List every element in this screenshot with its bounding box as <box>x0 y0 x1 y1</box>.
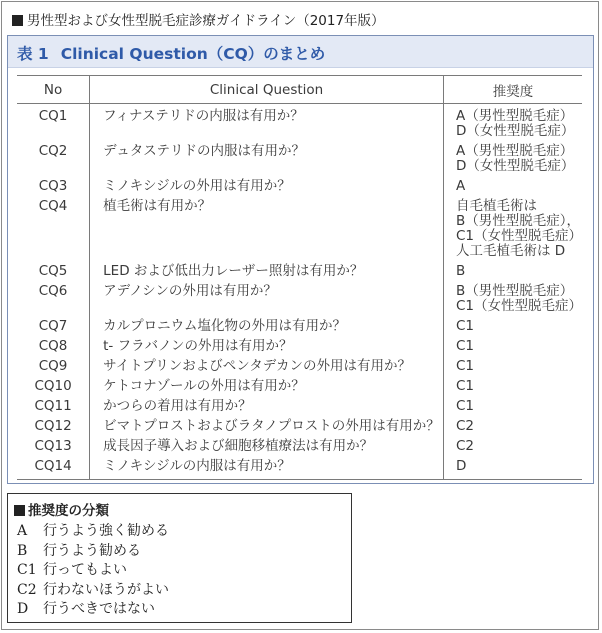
table-row <box>17 316 582 336</box>
recommendation-line: C1 <box>455 338 474 354</box>
legend-title-text: 推奨度の分類 <box>28 503 109 519</box>
legend-item <box>17 600 169 620</box>
cq-recommendation <box>443 316 582 336</box>
legend-code: A <box>17 523 28 539</box>
cq-table <box>17 75 582 480</box>
recommendation-line: C2 <box>455 438 474 454</box>
cq-number: CQ6 <box>38 283 68 299</box>
recommendation-line: C1（女性型脱毛症） <box>455 298 582 314</box>
table-row <box>17 281 582 316</box>
table-row <box>17 104 582 142</box>
recommendation-line: C1 <box>455 358 474 374</box>
cq-question: フィナステリドの内服は有用か？ <box>90 104 444 142</box>
table-title <box>17 42 325 64</box>
legend-item <box>17 581 169 601</box>
cq-number: CQ7 <box>38 318 68 334</box>
legend-item <box>17 561 169 581</box>
cq-recommendation <box>443 196 582 261</box>
table-row <box>17 396 582 416</box>
cq-recommendation <box>443 281 582 316</box>
cq-number: CQ1 <box>38 108 68 124</box>
recommendation-line: A（男性型脱毛症） <box>455 143 574 159</box>
cq-recommendation <box>443 396 582 416</box>
legend-text: 行うべきではない <box>43 601 155 617</box>
cq-number: CQ2 <box>38 143 68 159</box>
recommendation-line: C1 <box>455 318 474 334</box>
cq-question: ミノキシジルの内服は有用か？ <box>90 456 444 480</box>
table-number: 表 1 <box>17 45 49 63</box>
recommendation-line: D <box>455 458 467 474</box>
recommendation-line: C2 <box>455 418 474 434</box>
header-question: Clinical Question <box>90 76 444 104</box>
cq-number: CQ8 <box>38 338 68 354</box>
cq-recommendation <box>443 416 582 436</box>
recommendation-legend <box>7 493 352 623</box>
table-row <box>17 356 582 376</box>
recommendation-line: C1 <box>455 398 474 414</box>
document-title <box>12 9 385 29</box>
cq-recommendation <box>443 104 582 142</box>
cq-question: t- フラバノンの外用は有用か？ <box>90 336 444 356</box>
cq-recommendation <box>443 261 582 281</box>
recommendation-line: C1 <box>455 378 474 394</box>
table-row <box>17 176 582 196</box>
cq-question: カルプロニウム塩化物の外用は有用か？ <box>90 316 444 336</box>
cq-question: ミノキシジルの外用は有用か？ <box>90 176 444 196</box>
legend-title <box>14 499 109 519</box>
recommendation-line: 人工毛植毛術は D <box>455 243 566 259</box>
recommendation-line: B（男性型脱毛症） <box>455 283 574 299</box>
cq-question: アデノシンの外用は有用か？ <box>90 281 444 316</box>
table-row <box>17 261 582 281</box>
cq-recommendation <box>443 176 582 196</box>
legend-text: 行うよう強く勧める <box>43 523 169 539</box>
recommendation-line: 自毛植毛術は <box>455 198 537 214</box>
legend-text: 行わないほうがよい <box>43 581 169 598</box>
legend-item <box>17 522 169 542</box>
cq-number: CQ14 <box>17 456 90 480</box>
table-row <box>17 196 582 261</box>
cq-number: CQ11 <box>34 398 72 414</box>
table-row <box>17 336 582 356</box>
cq-question: サイトプリンおよびペンタデカンの外用は有用か？ <box>90 356 444 376</box>
cq-number: CQ13 <box>34 438 72 454</box>
legend-list <box>17 522 169 620</box>
table-row <box>17 416 582 436</box>
cq-number: CQ9 <box>38 358 68 374</box>
recommendation-line: D（女性型脱毛症） <box>455 158 575 174</box>
cq-number: CQ3 <box>38 178 68 194</box>
document-title-text: 男性型および女性型脱毛症診療ガイドライン（2017年版） <box>27 13 385 29</box>
black-square-icon <box>14 505 25 516</box>
recommendation-line: B（男性型脱毛症）， <box>455 213 580 229</box>
cq-question: ビマトプロストおよびラタノプロストの外用は有用か？ <box>90 416 444 436</box>
cq-number: CQ12 <box>34 418 72 434</box>
table-title-text: Clinical Question（CQ）のまとめ <box>60 45 326 63</box>
recommendation-line: A（男性型脱毛症） <box>455 108 574 124</box>
table-row <box>17 456 582 480</box>
cq-recommendation <box>443 456 582 480</box>
black-square-icon <box>12 15 23 26</box>
cq-recommendation <box>443 141 582 176</box>
cq-question: 植毛術は有用か？ <box>90 196 444 261</box>
cq-recommendation <box>443 336 582 356</box>
cq-number: CQ5 <box>38 263 68 279</box>
header-no: No <box>17 76 90 104</box>
legend-code: C1 <box>17 562 37 578</box>
legend-code: B <box>17 542 28 559</box>
cq-number: CQ4 <box>38 198 68 214</box>
legend-code: D <box>17 601 29 617</box>
recommendation-line: B <box>455 263 466 279</box>
header-recommendation: 推奨度 <box>443 76 582 104</box>
table-row <box>17 141 582 176</box>
cq-recommendation <box>443 376 582 396</box>
cq-question: 成長因子導入および細胞移植療法は有用か？ <box>90 436 444 456</box>
recommendation-line: D（女性型脱毛症） <box>455 123 575 139</box>
recommendation-line: A <box>455 178 466 194</box>
recommendation-line: C1（女性型脱毛症） <box>455 228 582 244</box>
cq-question: ケトコナゾールの外用は有用か？ <box>90 376 444 396</box>
cq-question: LED および低出力レーザー照射は有用か？ <box>90 261 444 281</box>
table-header-row <box>17 76 582 104</box>
cq-question: デュタステリドの内服は有用か？ <box>90 141 444 176</box>
cq-table-panel <box>7 35 594 484</box>
legend-item <box>17 542 169 562</box>
table-row <box>17 436 582 456</box>
legend-code: C2 <box>17 581 37 598</box>
table-row <box>17 376 582 396</box>
cq-recommendation <box>443 356 582 376</box>
cq-recommendation <box>443 436 582 456</box>
cq-number: CQ10 <box>34 378 72 394</box>
cq-question: かつらの着用は有用か？ <box>90 396 444 416</box>
table-body <box>17 104 582 480</box>
legend-text: 行ってもよい <box>43 562 127 578</box>
legend-text: 行うよう勧める <box>43 542 141 559</box>
